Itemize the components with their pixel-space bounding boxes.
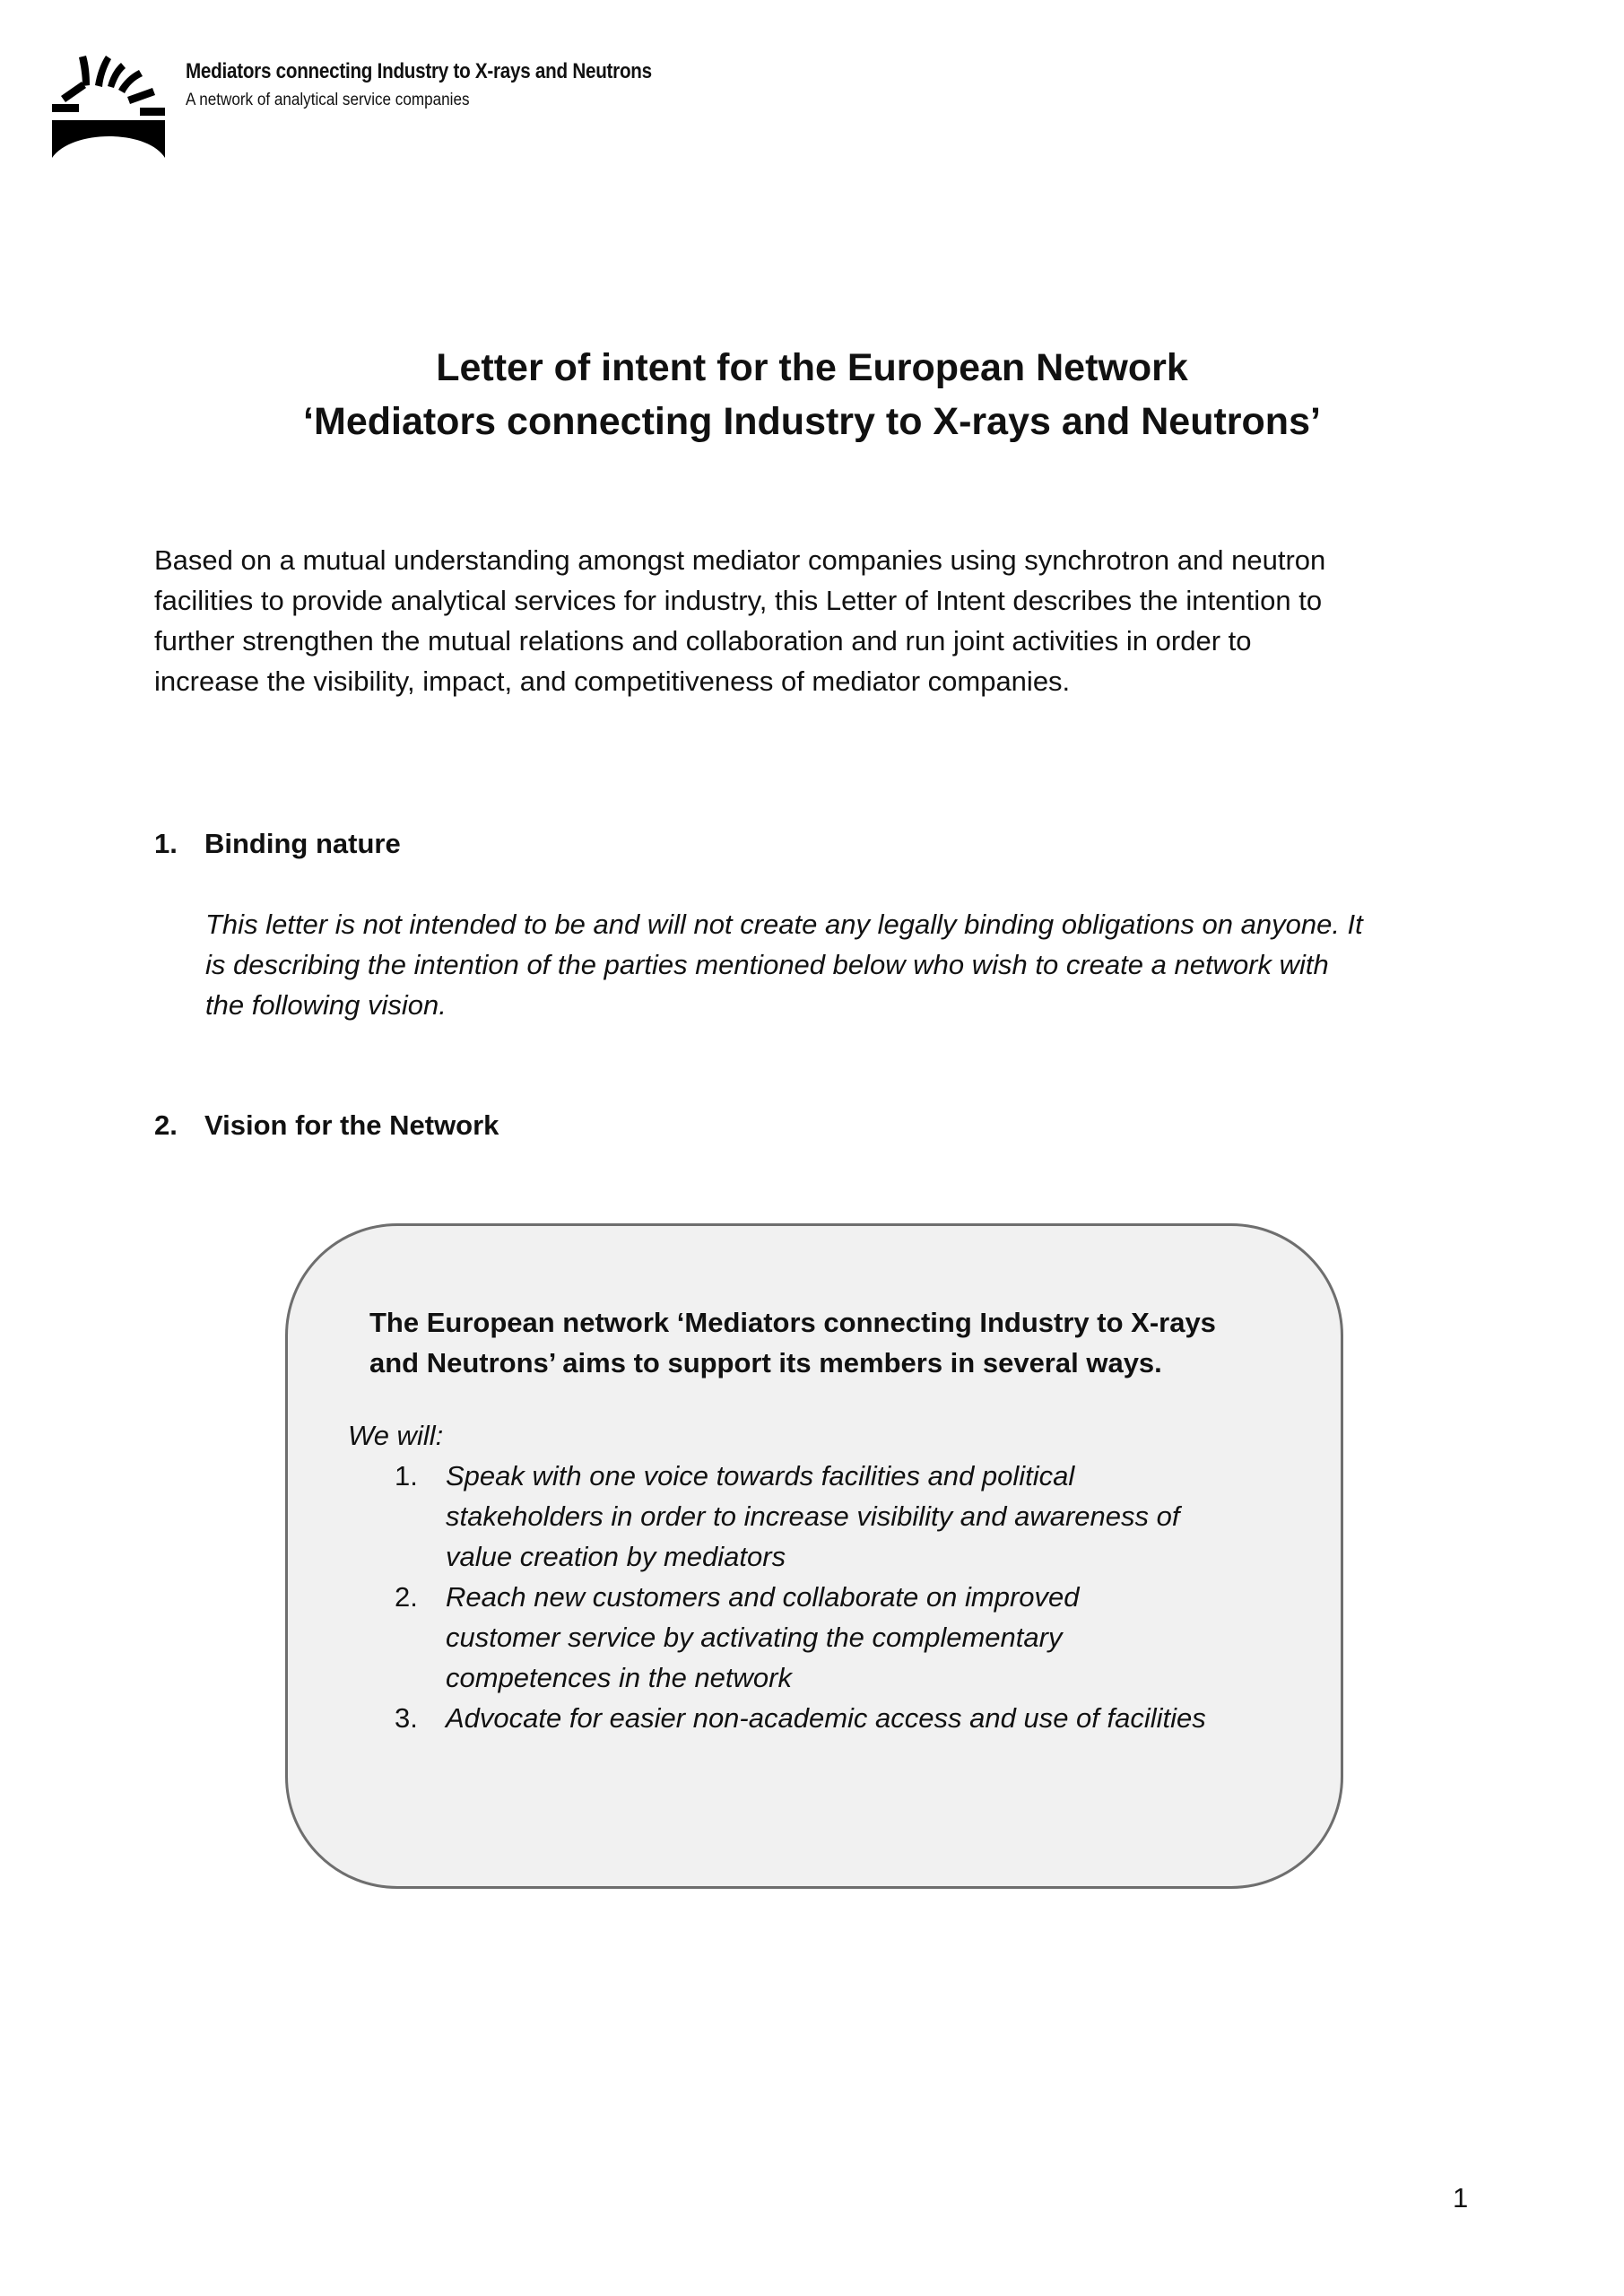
vision-list-item: [395, 1698, 1206, 1738]
vision-lead-line: The European network ‘Mediators connecting Industry to X-rays: [369, 1307, 1216, 1338]
organization-tagline: A network of analytical service companies: [186, 91, 470, 109]
list-number: 3.: [395, 1702, 418, 1734]
document-title-line-1: Letter of intent for the European Network: [436, 346, 1188, 389]
vision-lead-statement: [369, 1302, 1216, 1383]
section-heading-vision: [154, 1105, 499, 1145]
section-title: Binding nature: [204, 828, 401, 859]
vision-list: [395, 1456, 1206, 1738]
section-number: 2.: [154, 1109, 178, 1141]
vision-list-item: [395, 1577, 1206, 1698]
vision-lead-line: and Neutrons’ aims to support its members in several ways.: [369, 1347, 1162, 1378]
section-number: 1.: [154, 828, 178, 859]
paragraph-line: the following vision.: [205, 989, 447, 1021]
list-item-line: Speak with one voice towards facilities and political: [446, 1460, 1075, 1492]
list-number: 2.: [395, 1581, 418, 1613]
intro-line: Based on a mutual understanding amongst mediator companies using synchrotron and neutron: [154, 544, 1326, 576]
intro-line: further strengthen the mutual relations and collaboration and run joint activities in order to: [154, 625, 1252, 657]
list-item-line: Reach new customers and collaborate on improved: [446, 1581, 1080, 1613]
page-number: 1: [1453, 2182, 1469, 2213]
list-item-line: competences in the network: [446, 1662, 792, 1693]
list-item-line: stakeholders in order to increase visibility and awareness of: [446, 1500, 1180, 1532]
intro-line: facilities to provide analytical services for industry, this Letter of Intent describes the intention to: [154, 585, 1323, 616]
section-title: Vision for the Network: [204, 1109, 499, 1141]
list-item-line: Advocate for easier non-academic access and use of facilities: [446, 1702, 1206, 1734]
document-title-line-2: ‘Mediators connecting Industry to X-rays and Neutrons’: [303, 400, 1321, 443]
section-heading-binding-nature: [154, 823, 401, 864]
binding-nature-paragraph: [205, 904, 1363, 1025]
paragraph-line: is describing the intention of the parties mentioned below who wish to create a network with: [205, 949, 1329, 980]
intro-line: increase the visibility, impact, and competitiveness of mediator companies.: [154, 665, 1071, 697]
vision-intro: We will:: [348, 1420, 444, 1451]
organization-name: Mediators connecting Industry to X-rays and Neutrons: [186, 59, 652, 83]
intro-paragraph: [154, 540, 1481, 701]
sunrise-arch-logo-icon: [47, 52, 172, 158]
list-item-line: value creation by mediators: [446, 1541, 786, 1572]
vision-list-item: [395, 1456, 1206, 1577]
paragraph-line: This letter is not intended to be and will not create any legally binding obligations on anyone. It: [205, 909, 1363, 940]
list-number: 1.: [395, 1460, 418, 1492]
list-item-line: customer service by activating the complementary: [446, 1622, 1063, 1653]
